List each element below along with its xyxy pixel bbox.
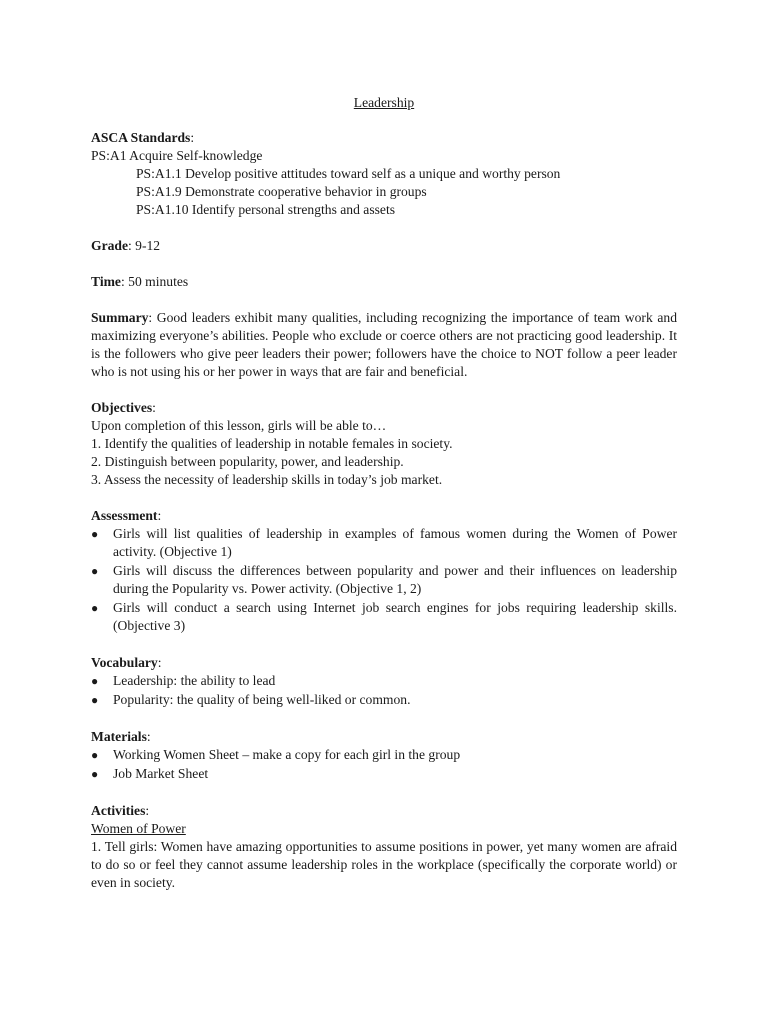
materials-heading-line: Materials: <box>91 729 151 744</box>
asca-main: PS:A1 Acquire Self-knowledge <box>91 148 263 163</box>
bullet-icon: ● <box>91 693 99 707</box>
asca-item-2: PS:A1.9 Demonstrate cooperative behavior in groups <box>136 184 427 199</box>
document-page <box>91 94 677 892</box>
objective-3: 3. Assess the necessity of leadership skills in today’s job market. <box>91 472 443 487</box>
bullet-icon: ● <box>91 564 99 578</box>
assessment-heading: Assessment <box>91 508 158 523</box>
activities-heading-line: Activities: <box>91 803 150 818</box>
grade-label: Grade <box>91 238 128 253</box>
activity-step-1: 1. Tell girls: Women have amazing opportunities to assume positions in power, yet many women are afraid to do so or feel they cannot assume leadership roles in the workplace (specifically the corporate world) or even in society. <box>91 839 677 890</box>
activities-heading: Activities <box>91 803 146 818</box>
time-line <box>91 273 677 291</box>
summary-label: Summary <box>91 310 149 325</box>
assessment-list <box>91 525 677 635</box>
vocabulary-list <box>91 672 677 709</box>
bullet-icon: ● <box>91 527 99 541</box>
vocabulary-item-2: ● Popularity: the quality of being well-liked or common. <box>91 692 411 707</box>
summary-paragraph <box>91 309 677 381</box>
bullet-icon: ● <box>91 674 99 688</box>
asca-heading: ASCA Standards <box>91 130 191 145</box>
asca-item-1: PS:A1.1 Develop positive attitudes toward self as a unique and worthy person <box>136 166 561 181</box>
assessment-item-2: ● Girls will discuss the differences between popularity and power and their influences on leadership during the Popularity vs. Power activity. (Objective 1, 2) <box>91 563 677 596</box>
assessment-heading-line: Assessment: <box>91 508 162 523</box>
objective-1: 1. Identify the qualities of leadership in notable females in society. <box>91 436 453 451</box>
asca-item-3: PS:A1.10 Identify personal strengths and assets <box>136 202 396 217</box>
objectives-heading: Objectives <box>91 400 153 415</box>
activity-subheading: Women of Power <box>91 821 186 836</box>
vocabulary-heading: Vocabulary <box>91 655 158 670</box>
objective-2: 2. Distinguish between popularity, power, and leadership. <box>91 454 404 469</box>
bullet-icon: ● <box>91 601 99 615</box>
document-title: Leadership <box>353 95 415 110</box>
materials-item-1: ● Working Women Sheet – make a copy for each girl in the group <box>91 747 461 762</box>
objectives-heading-line: Objectives: <box>91 400 156 415</box>
materials-heading: Materials <box>91 729 147 744</box>
vocabulary-heading-line: Vocabulary: <box>91 655 162 670</box>
grade-value: : 9-12 <box>128 238 161 253</box>
bullet-icon: ● <box>91 767 99 781</box>
time-value: : 50 minutes <box>120 274 189 289</box>
asca-heading-line: ASCA Standards: <box>91 130 195 145</box>
objectives-intro: Upon completion of this lesson, girls will be able to… <box>91 418 387 433</box>
vocabulary-item-1: ● Leadership: the ability to lead <box>91 673 276 688</box>
materials-item-2: ● Job Market Sheet <box>91 766 209 781</box>
summary-text: : Good leaders exhibit many qualities, including recognizing the importance of team work and maximizing everyone’s abilities. People who exclude or coerce others are not practicing good leadership. It is the followers who give peer leaders their power; followers have the choice to NOT follow a peer leader who is not using his or her power in ways that are fair and beneficial. <box>91 310 677 379</box>
time-label: Time <box>91 274 121 289</box>
grade-line <box>91 237 677 255</box>
assessment-item-3: ● Girls will conduct a search using Internet job search engines for jobs requiring leadership skills. (Objective 3) <box>91 600 677 633</box>
assessment-item-1: ● Girls will list qualities of leadership in examples of famous women during the Women of Power activity. (Objective 1) <box>91 526 677 559</box>
bullet-icon: ● <box>91 748 99 762</box>
materials-list <box>91 746 677 783</box>
